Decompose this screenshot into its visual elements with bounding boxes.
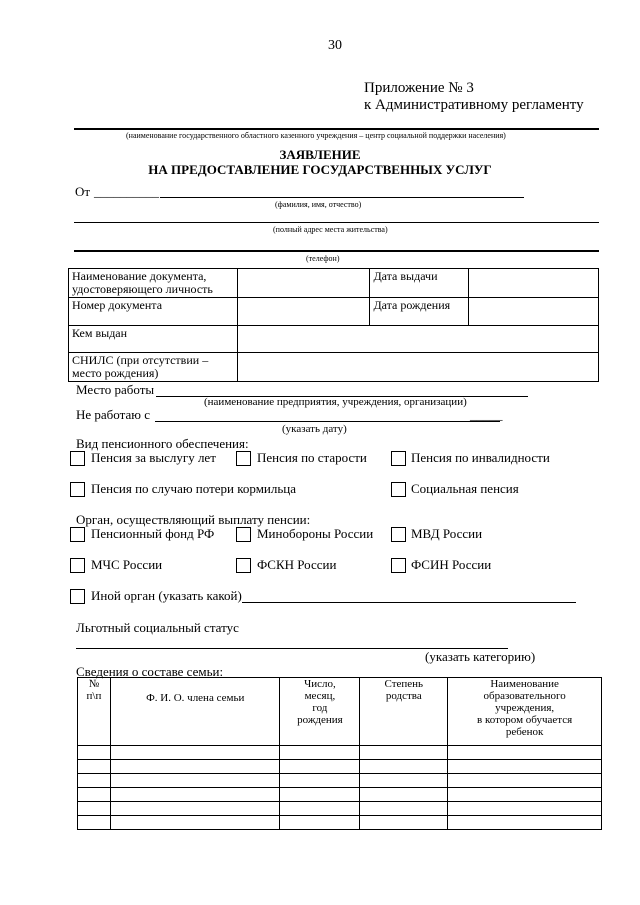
- institution-line: [74, 128, 599, 130]
- from-blank: __________: [94, 184, 159, 199]
- title-line-2: НА ПРЕДОСТАВЛЕНИЕ ГОСУДАРСТВЕННЫХ УСЛУГ: [148, 162, 492, 177]
- doc-name-label: Наименование документа, удостоверяющего личность: [69, 269, 238, 298]
- issue-date-label: Дата выдачи: [370, 269, 469, 298]
- checkbox-interior[interactable]: [391, 527, 406, 542]
- appendix-line-1: Приложение № 3: [364, 80, 474, 96]
- from-label: От: [75, 184, 91, 199]
- table-row[interactable]: [78, 746, 602, 760]
- birth-date-cell[interactable]: [469, 298, 599, 326]
- workplace-label: Место работы: [76, 382, 155, 397]
- workplace-caption: (наименование предприятия, учреждения, организации): [204, 396, 467, 408]
- issued-by-label: Кем выдан: [69, 326, 238, 353]
- option-penitentiary: ФСИН России: [411, 557, 492, 572]
- col-relation: Степень родства: [360, 678, 448, 746]
- table-row[interactable]: [78, 816, 602, 830]
- phone-caption: (телефон): [306, 254, 340, 263]
- social-status-caption: (указать категорию): [425, 649, 536, 664]
- col-birth-date: Число, месяц, год рождения: [280, 678, 360, 746]
- checkbox-social[interactable]: [391, 482, 406, 497]
- checkbox-survivor[interactable]: [70, 482, 85, 497]
- col-school: Наименование образовательного учреждения, в котором обучается ребенок: [448, 678, 602, 746]
- table-row[interactable]: [78, 788, 602, 802]
- institution-caption: (наименование государственного областного казенного учреждения – центр социальной поддержки населения): [126, 131, 506, 140]
- social-status-label: Льготный социальный статус: [76, 620, 239, 635]
- option-other: Иной орган (указать какой): [91, 588, 242, 603]
- option-pension-fund: Пенсионный фонд РФ: [91, 526, 215, 541]
- checkbox-old-age[interactable]: [236, 451, 251, 466]
- doc-number-cell[interactable]: [237, 298, 370, 326]
- option-seniority: Пенсия за выслугу лет: [91, 450, 216, 465]
- table-row[interactable]: [78, 760, 602, 774]
- option-drug-control: ФСКН России: [257, 557, 337, 572]
- snils-label: СНИЛС (при отсутствии – место рождения): [69, 353, 238, 382]
- doc-number-label: Номер документа: [69, 298, 238, 326]
- issue-date-cell[interactable]: [469, 269, 599, 298]
- col-full-name: Ф. И. О. члена семьи: [110, 678, 280, 746]
- option-survivor: Пенсия по случаю потери кормильца: [91, 481, 297, 496]
- option-defense: Минобороны России: [257, 526, 374, 541]
- address-line[interactable]: [74, 222, 599, 223]
- option-social: Социальная пенсия: [411, 481, 519, 496]
- checkbox-penitentiary[interactable]: [391, 558, 406, 573]
- issued-by-cell[interactable]: [237, 326, 598, 353]
- checkbox-drug-control[interactable]: [236, 558, 251, 573]
- payer-heading: Орган, осуществляющий выплату пенсии:: [76, 512, 311, 527]
- phone-line[interactable]: [74, 250, 599, 252]
- identity-table: [68, 268, 599, 382]
- option-old-age: Пенсия по старости: [257, 450, 367, 465]
- doc-name-cell[interactable]: [237, 269, 370, 298]
- pension-type-heading: Вид пенсионного обеспечения:: [76, 436, 249, 451]
- name-line[interactable]: [160, 197, 524, 198]
- family-heading: Сведения о составе семьи:: [76, 664, 224, 679]
- page-number: 30: [328, 38, 342, 53]
- checkbox-defense[interactable]: [236, 527, 251, 542]
- name-caption: (фамилия, имя, отчество): [275, 200, 362, 209]
- option-disability: Пенсия по инвалидности: [411, 450, 550, 465]
- option-interior: МВД России: [411, 526, 483, 541]
- snils-cell[interactable]: [237, 353, 598, 382]
- checkbox-emergency[interactable]: [70, 558, 85, 573]
- not-working-line[interactable]: [155, 421, 500, 422]
- not-working-label: Не работаю с: [76, 407, 150, 422]
- table-row[interactable]: [78, 802, 602, 816]
- checkbox-other[interactable]: [70, 589, 85, 604]
- checkbox-pension-fund[interactable]: [70, 527, 85, 542]
- not-working-caption: (указать дату): [282, 423, 347, 435]
- other-payer-line[interactable]: [242, 602, 576, 603]
- birth-date-label: Дата рождения: [370, 298, 469, 326]
- checkbox-disability[interactable]: [391, 451, 406, 466]
- col-number: № п\п: [78, 678, 111, 746]
- family-table: [77, 677, 602, 830]
- table-row[interactable]: [78, 774, 602, 788]
- address-caption: (полный адрес места жительства): [273, 225, 388, 234]
- checkbox-seniority[interactable]: [70, 451, 85, 466]
- title-line-1: ЗАЯВЛЕНИЕ: [279, 147, 361, 162]
- not-working-end: _____: [470, 407, 503, 422]
- option-emergency: МЧС России: [91, 557, 163, 572]
- appendix-line-2: к Административному регламенту: [364, 97, 584, 113]
